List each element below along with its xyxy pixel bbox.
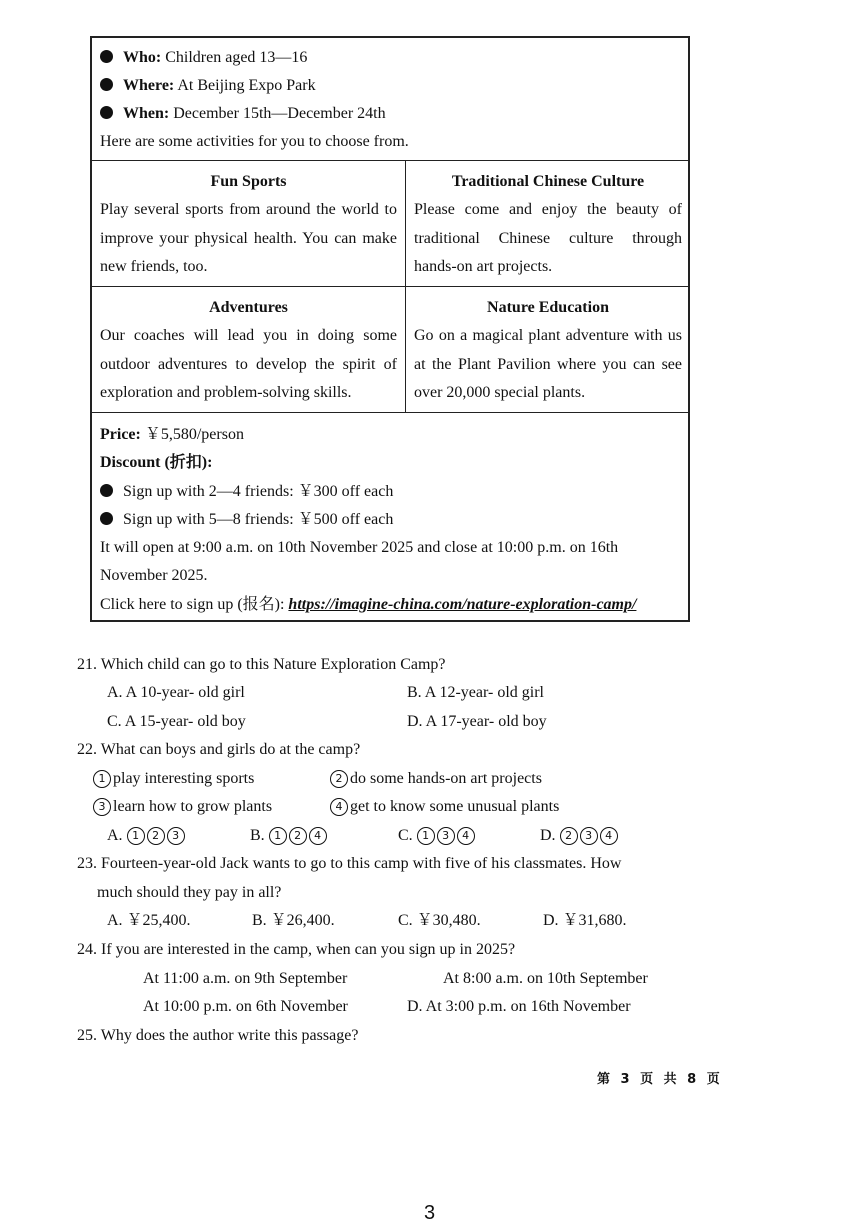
- divider: [92, 286, 688, 287]
- circled-4-icon: 4: [457, 827, 475, 845]
- question-23-stem: much should they pay in all?: [97, 884, 282, 901]
- option-c: C. A 15-year- old boy: [107, 713, 246, 730]
- circled-2-icon: 2: [147, 827, 165, 845]
- bullet-icon: [100, 50, 113, 63]
- discount-heading: Discount (折扣):: [100, 454, 213, 471]
- statement-2: 2 do some hands-on art projects: [330, 765, 542, 793]
- circled-1-icon: 1: [269, 827, 287, 845]
- question-21-stem: 21. Which child can go to this Nature Exploration Camp?: [77, 656, 446, 673]
- circled-2-icon: 2: [330, 770, 348, 788]
- option-a: A. 1 2 3: [107, 822, 187, 850]
- bullet-icon: [100, 484, 113, 497]
- open-time-line: It will open at 9:00 a.m. on 10th November 2025 and close at 10:00 p.m. on 16th: [100, 539, 619, 556]
- divider: [92, 160, 688, 161]
- signup-line: Click here to sign up (报名): https://imagine-china.com/nature-exploration-camp/: [100, 596, 637, 613]
- question-23-stem: 23. Fourteen-year-old Jack wants to go to this camp with five of his classmates. How: [77, 855, 622, 872]
- discount-item: Sign up with 2—4 friends: ￥300 off each: [100, 478, 393, 506]
- option-b: At 8:00 a.m. on 10th September: [443, 970, 648, 987]
- bullet-icon: [100, 512, 113, 525]
- question-24-stem: 24. If you are interested in the camp, when can you sign up in 2025?: [77, 941, 516, 958]
- option-a: A. A 10-year- old girl: [107, 684, 245, 701]
- circled-3-icon: 3: [167, 827, 185, 845]
- option-c: C. ￥30,480.: [398, 912, 481, 929]
- circled-1-icon: 1: [93, 770, 111, 788]
- circled-3-icon: 3: [93, 798, 111, 816]
- question-25-stem: 25. Why does the author write this passage?: [77, 1027, 359, 1044]
- open-time-line: November 2025.: [100, 567, 208, 584]
- circled-1-icon: 1: [417, 827, 435, 845]
- bullet-icon: [100, 106, 113, 119]
- activity-title: Fun Sports: [210, 173, 287, 190]
- circled-2-icon: 2: [560, 827, 578, 845]
- intro-text: Here are some activities for you to choose from.: [100, 133, 409, 150]
- circled-2-icon: 2: [289, 827, 307, 845]
- option-d: D. A 17-year- old boy: [407, 713, 547, 730]
- question-22-stem: 22. What can boys and girls do at the camp?: [77, 741, 361, 758]
- option-b: B. 1 2 4: [250, 822, 329, 850]
- circled-4-icon: 4: [600, 827, 618, 845]
- who-line: Who: Children aged 13—16: [100, 44, 307, 72]
- option-d: D. At 3:00 p.m. on 16th November: [407, 998, 631, 1015]
- camp-info-box: [90, 36, 690, 622]
- page-number: 3: [424, 1202, 436, 1224]
- option-b: B. ￥26,400.: [252, 912, 335, 929]
- option-a: At 11:00 a.m. on 9th September: [143, 970, 348, 987]
- page-info: 第 3 页 共 8 页: [597, 1072, 723, 1087]
- where-line: Where: At Beijing Expo Park: [100, 72, 316, 100]
- statement-1: 1 play interesting sports: [93, 765, 254, 793]
- activity-title: Traditional Chinese Culture: [451, 173, 645, 190]
- circled-3-icon: 3: [580, 827, 598, 845]
- circled-4-icon: 4: [309, 827, 327, 845]
- price-line: Price: ￥5,580/person: [100, 426, 244, 443]
- statement-4: 4 get to know some unusual plants: [330, 793, 559, 821]
- divider: [92, 412, 688, 413]
- activity-text: Our coaches will lead you in doing some outdoor adventures to develop the spirit of exploration and problem-solving skills.: [100, 327, 397, 401]
- when-line: When: December 15th—December 24th: [100, 100, 386, 128]
- option-d: D. ￥31,680.: [543, 912, 627, 929]
- activity-text: Please come and enjoy the beauty of traditional Chinese culture through hands-on art projects.: [414, 201, 682, 275]
- activity-text: Play several sports from around the world to improve your physical health. You can make new friends, too.: [100, 201, 397, 275]
- signup-link[interactable]: https://imagine-china.com/nature-exploration-camp/: [288, 596, 637, 613]
- option-d: D. 2 3 4: [540, 822, 620, 850]
- activity-text: Go on a magical plant adventure with us at the Plant Pavilion where you can see over 20,000 special plants.: [414, 327, 682, 401]
- statement-3: 3 learn how to grow plants: [93, 793, 272, 821]
- circled-3-icon: 3: [437, 827, 455, 845]
- circled-4-icon: 4: [330, 798, 348, 816]
- option-b: B. A 12-year- old girl: [407, 684, 544, 701]
- divider: [405, 160, 406, 412]
- option-c: C. 1 3 4: [398, 822, 477, 850]
- option-c: At 10:00 p.m. on 6th November: [143, 998, 348, 1015]
- activity-title: Nature Education: [487, 299, 609, 316]
- bullet-icon: [100, 78, 113, 91]
- activity-title: Adventures: [209, 299, 288, 316]
- circled-1-icon: 1: [127, 827, 145, 845]
- option-a: A. ￥25,400.: [107, 912, 191, 929]
- discount-item: Sign up with 5—8 friends: ￥500 off each: [100, 506, 393, 534]
